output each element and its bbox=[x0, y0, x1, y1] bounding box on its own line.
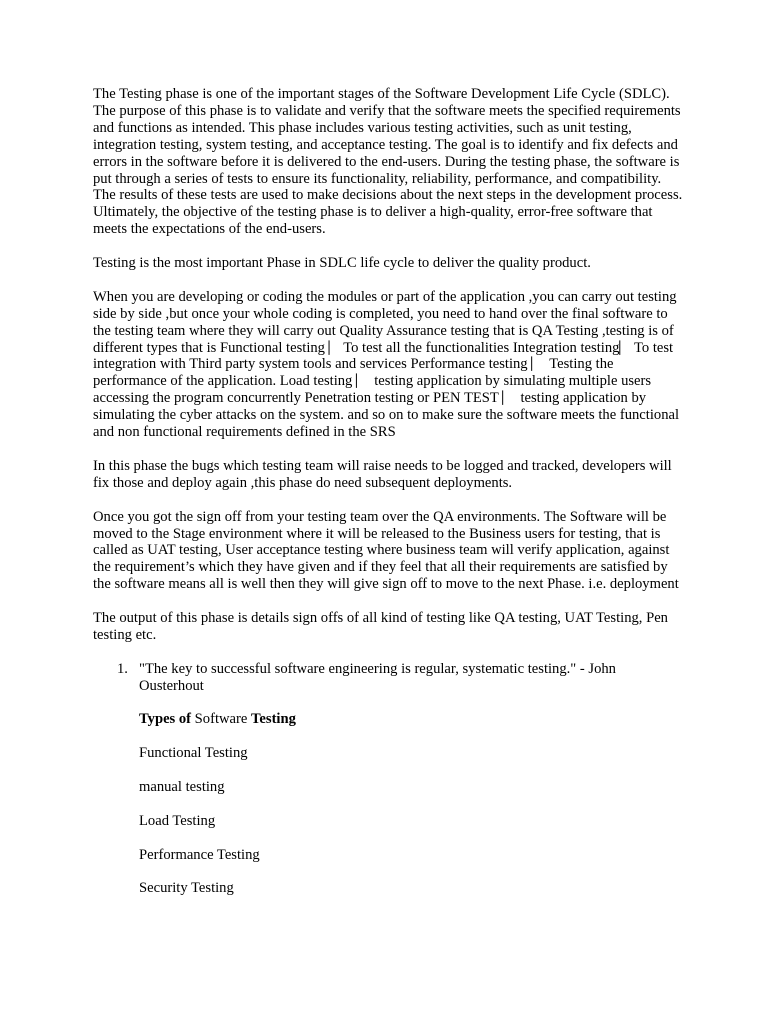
type-functional: Functional Testing bbox=[139, 745, 248, 762]
types-heading-bold-2: Testing bbox=[251, 711, 296, 728]
type-manual: manual testing bbox=[139, 779, 225, 796]
quote-text: "The key to successful software engineering is regular, systematic testing." - John Ousterhout bbox=[139, 660, 616, 694]
list-number: 1. bbox=[117, 660, 128, 677]
types-heading-bold-1: Types of bbox=[139, 711, 192, 728]
numbered-list bbox=[93, 661, 683, 898]
types-heading bbox=[139, 711, 683, 728]
uat-paragraph: Once you got the sign off from your testing team over the QA environments. The Software will be moved to the Stage environment where it will be released to the Business users for testing, that is called as UAT testing, User acceptance testing where business team will verify application, against the requirement’s which they have given and if they feel that all their requirements are satisfied by the software means all is well then they will give sign off to move to the next Phase. i.e. deployment bbox=[93, 508, 679, 593]
type-load: Load Testing bbox=[139, 812, 216, 829]
types-block bbox=[139, 711, 683, 897]
output-paragraph: The output of this phase is details sign offs of all kind of testing like QA testing, UAT Testing, Pen testing etc. bbox=[93, 610, 668, 643]
type-security: Security Testing bbox=[139, 880, 234, 897]
types-heading-plain: Software bbox=[191, 711, 252, 728]
bug-tracking-paragraph: In this phase the bugs which testing team will raise needs to be logged and tracked, developers will fix those and deploy again ,this phase do need subsequent deployments. bbox=[93, 457, 672, 491]
testing-types-paragraph: When you are developing or coding the modules or part of the application ,you can carry out testing side by side ,but once your whole coding is completed, you need to hand over the final software to the testing team where they will carry out Quality Assurance testing that is QA Testing ,testing is of different types that is Functional testing ⎸To test all the functionalities Integration testing⎸To test integration with Third party system tools and services Performance testing ⎸ Testing the performance of the application. Load testing ⎸ testing application by simulating multiple users accessing the program concurrently Penetration testing or PEN TEST ⎸ testing application by simulating the cyber attacks on the system. and so on to make sure the software meets the functional and non functional requirements defined in the SRS bbox=[93, 288, 680, 441]
list-item bbox=[93, 661, 683, 898]
importance-paragraph: Testing is the most important Phase in SDLC life cycle to deliver the quality product. bbox=[93, 255, 591, 272]
document-page bbox=[93, 86, 683, 914]
type-performance: Performance Testing bbox=[139, 846, 260, 863]
intro-paragraph: The Testing phase is one of the important stages of the Software Development Life Cycle (SDLC). The purpose of this phase is to validate and verify that the software meets the specified requirements and functions as intended. This phase includes various testing activities, such as unit testing, integration testing, system testing, and acceptance testing. The goal is to identify and fix defects and errors in the software before it is delivered to the end-users. During the testing phase, the software is put through a series of tests to ensure its functionality, reliability, performance, and compatibility. The results of these tests are used to make decisions about the next steps in the development process. Ultimately, the objective of the testing phase is to deliver a high-quality, error-free software that meets the expectations of the end-users. bbox=[93, 86, 683, 238]
